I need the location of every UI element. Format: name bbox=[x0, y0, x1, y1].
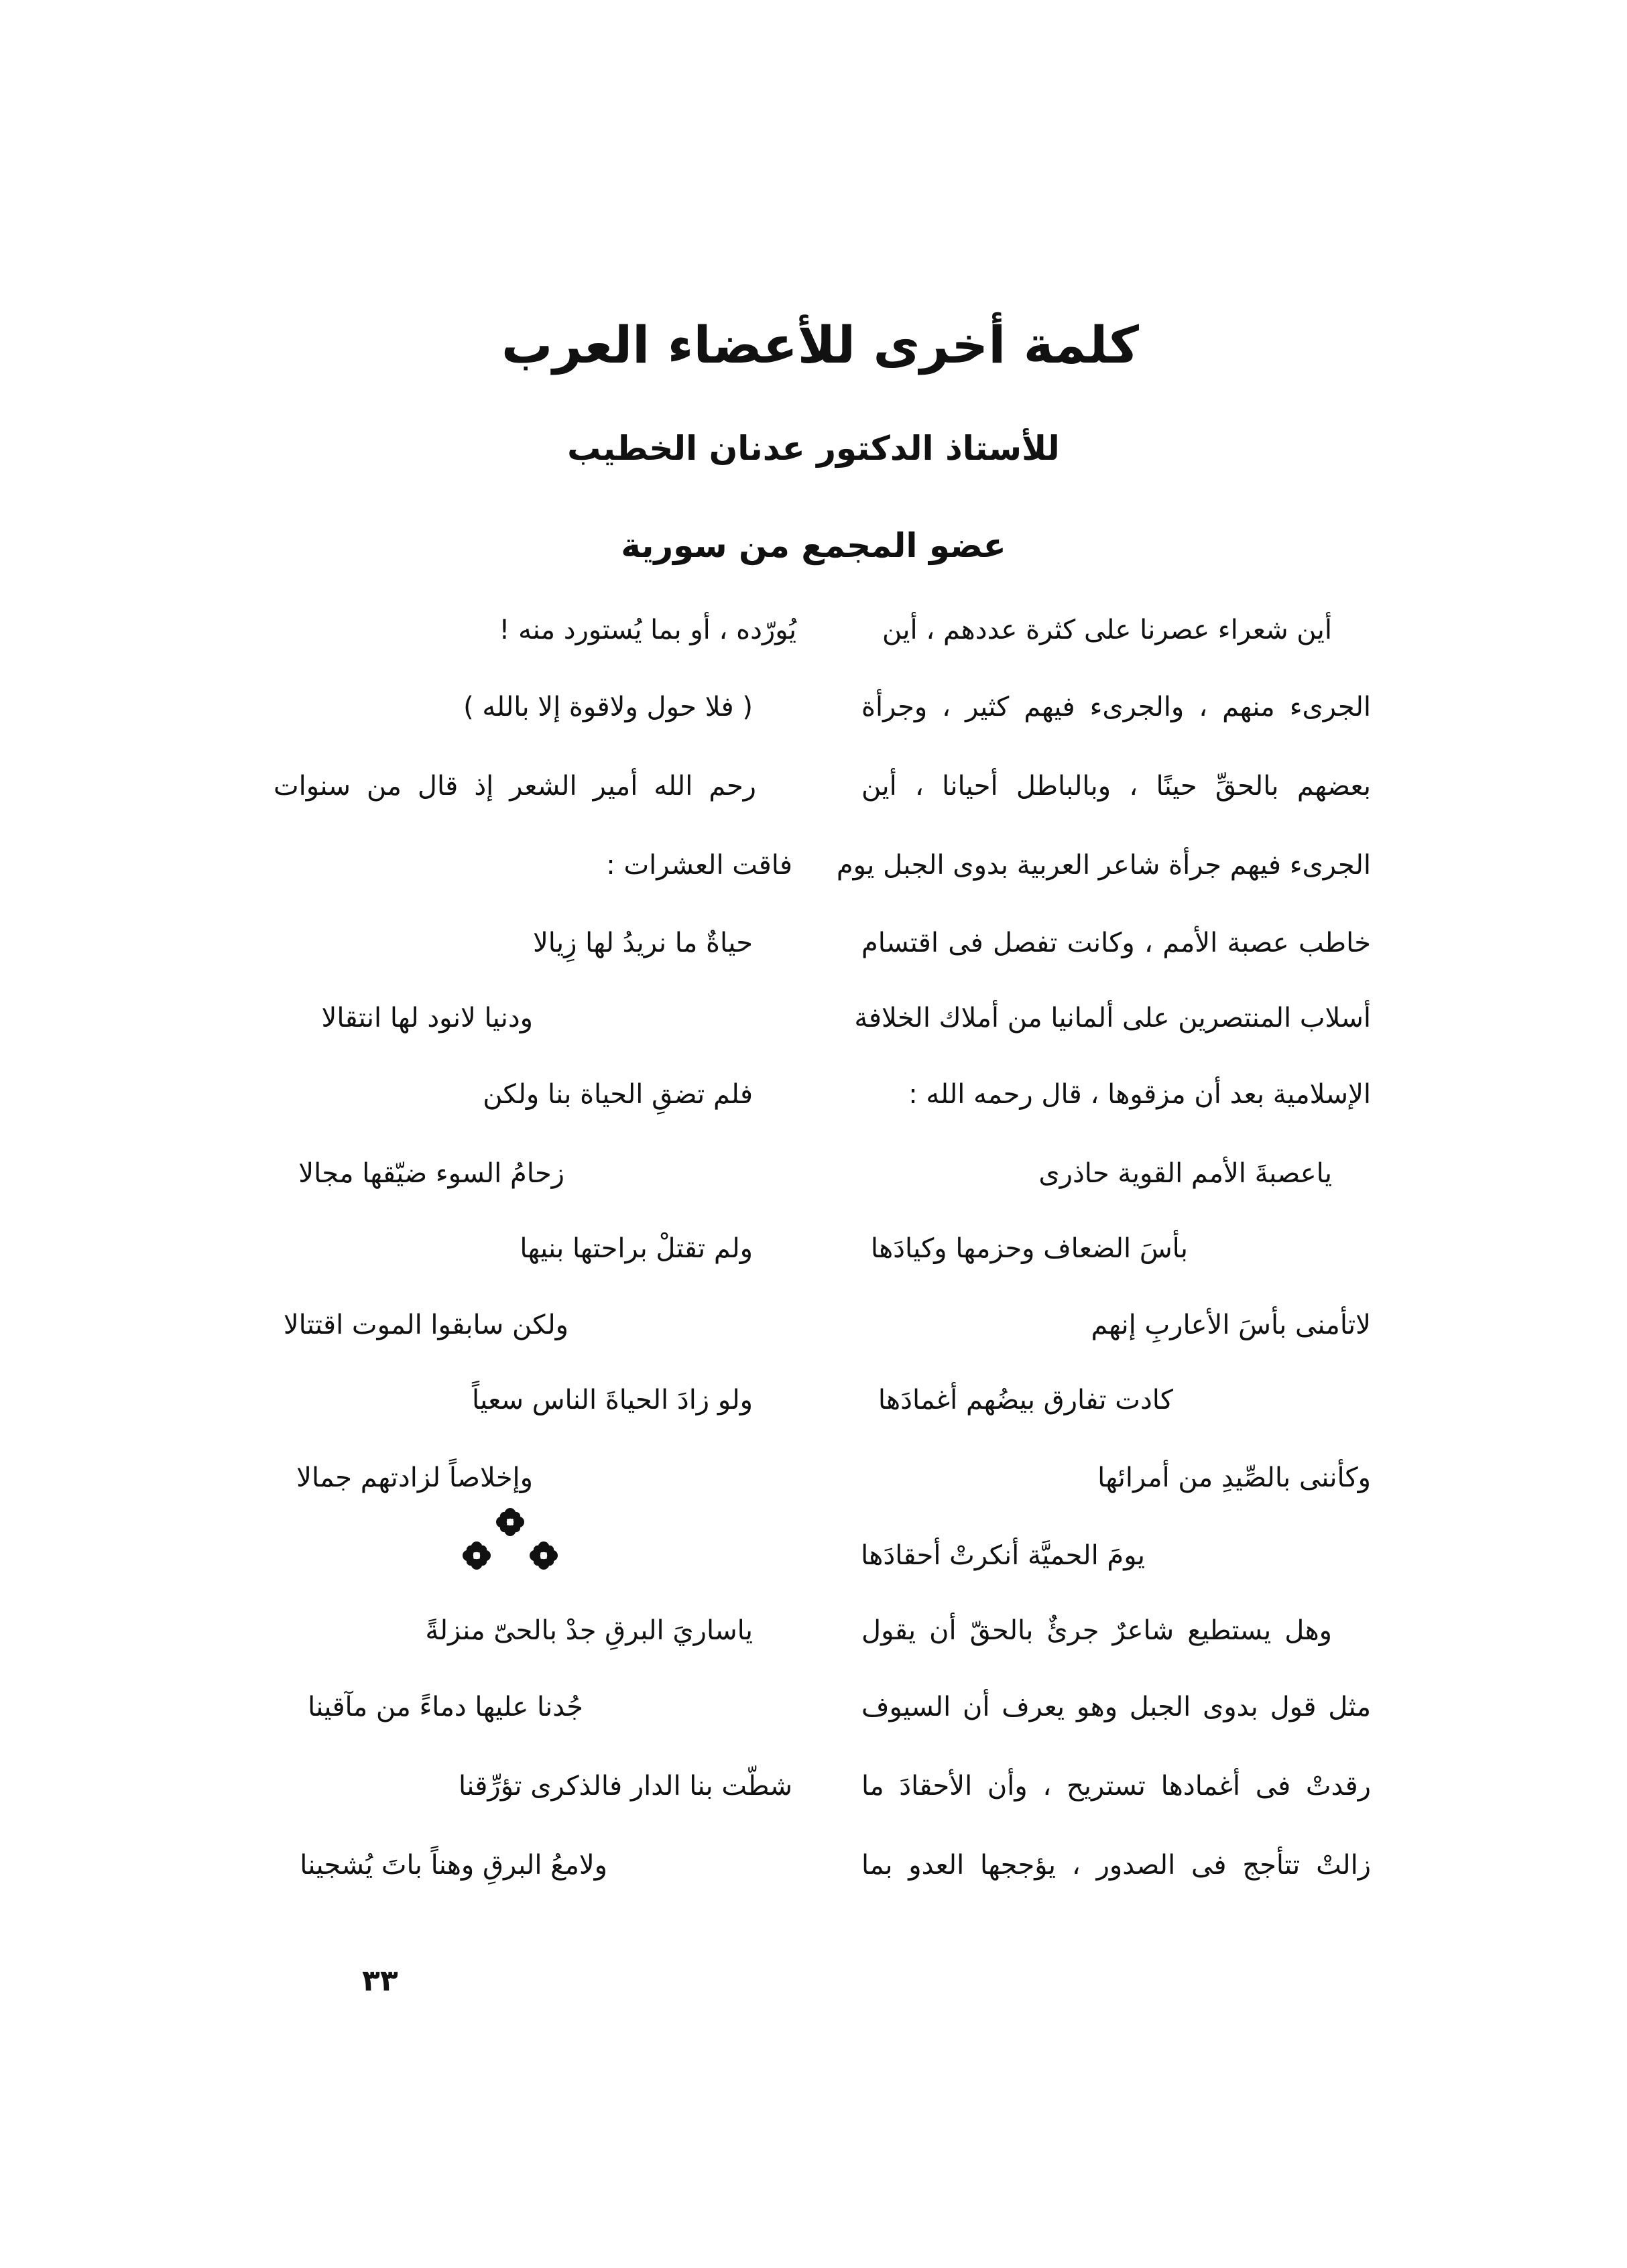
flower-icon bbox=[496, 1508, 524, 1536]
flower-icon bbox=[463, 1541, 491, 1570]
text-line: بعضهم بالحقِّ حينًا ، وبالباطل أحيانا ، أين bbox=[861, 771, 1371, 802]
text-line: وهل يستطيع شاعرٌ جرئٌ بالحقّ أن يقول bbox=[861, 1615, 1332, 1646]
verse-line: شطّت بنا الدار فالذكرى تؤرِّقنا bbox=[459, 1771, 792, 1802]
text-line: فاقت العشرات : bbox=[606, 850, 792, 881]
verse-line: يومَ الحميَّة أنكرتْ أحقادَها bbox=[861, 1540, 1145, 1571]
verse-line: ولم تقتلْ براحتها بنيها bbox=[520, 1233, 753, 1264]
author-line: للأستاذ الدكتور عدنان الخطيب bbox=[567, 429, 1060, 468]
verse-line: ياساريَ البرقِ جدْ بالحىّ منزلةً bbox=[425, 1615, 753, 1646]
verse-line: جُدنا عليها دماءً من مآقينا bbox=[308, 1692, 583, 1722]
text-line: الإسلامية بعد أن مزقوها ، قال رحمه الله : bbox=[908, 1079, 1371, 1110]
text-line: يُورّده ، أو بما يُستورد منه ! bbox=[499, 615, 796, 645]
affiliation-line: عضو المجمع من سورية bbox=[621, 526, 1006, 565]
verse-line: حياةٌ ما نريدُ لها زِيالا bbox=[532, 928, 753, 958]
text-line: مثل قول بدوى الجبل وهو يعرف أن السيوف bbox=[861, 1692, 1371, 1722]
verse-line: وإخلاصاً لزادتهم جمالا bbox=[296, 1462, 533, 1493]
text-line: الجرىء فيهم جرأة شاعر العربية بدوى الجبل يوم bbox=[836, 850, 1371, 881]
verse-line: بأسَ الضعاف وحزمها وكيادَها bbox=[870, 1233, 1188, 1264]
flower-icon bbox=[530, 1541, 558, 1570]
verse-line: ولكن سابقوا الموت اقتتالا bbox=[283, 1310, 568, 1340]
verse-line: ودنيا لانود لها انتقالا bbox=[321, 1003, 533, 1033]
text-line: أسلاب المنتصرين على ألمانيا من أملاك الخلافة bbox=[854, 1003, 1371, 1033]
verse-line: ياعصبةَ الأمم القوية حاذرى bbox=[1038, 1158, 1332, 1189]
text-line: زالتْ تتأجج فى الصدور ، يؤججها العدو بما bbox=[861, 1850, 1371, 1881]
verse-line: ولو زادَ الحياةَ الناس سعياً bbox=[471, 1385, 753, 1415]
text-line: الجرىء منهم ، والجرىء فيهم كثير ، وجرأة bbox=[861, 692, 1371, 722]
text-line: ( فلا حول ولاقوة إلا بالله ) bbox=[463, 692, 753, 722]
page-title: كلمة أخرى للأعضاء العرب bbox=[501, 315, 1139, 375]
verse-line: فلم تضقِ الحياة بنا ولكن bbox=[483, 1079, 753, 1110]
verse-line: ولامعُ البرقِ وهناً باتَ يُشجينا bbox=[300, 1850, 607, 1881]
page-number: ٣٣ bbox=[362, 1964, 398, 1998]
text-line: أين شعراء عصرنا على كثرة عددهم ، أين bbox=[882, 615, 1332, 645]
verse-line: لاتأمنى بأسَ الأعاربِ إنهم bbox=[1091, 1310, 1371, 1340]
text-line: رحم الله أمير الشعر إذ قال من سنوات bbox=[274, 771, 756, 802]
verse-line: كادت تفارق بيضُهم أغمادَها bbox=[878, 1385, 1173, 1415]
text-line: خاطب عصبة الأمم ، وكانت تفصل فى اقتسام bbox=[861, 928, 1371, 958]
verse-line: زحامُ السوء ضيّقها مجالا bbox=[298, 1158, 564, 1189]
text-line: رقدتْ فى أغمادها تستريح ، وأن الأحقادَ ما bbox=[861, 1771, 1371, 1802]
verse-line: وكأننى بالصِّيدِ من أمرائها bbox=[1097, 1462, 1371, 1493]
